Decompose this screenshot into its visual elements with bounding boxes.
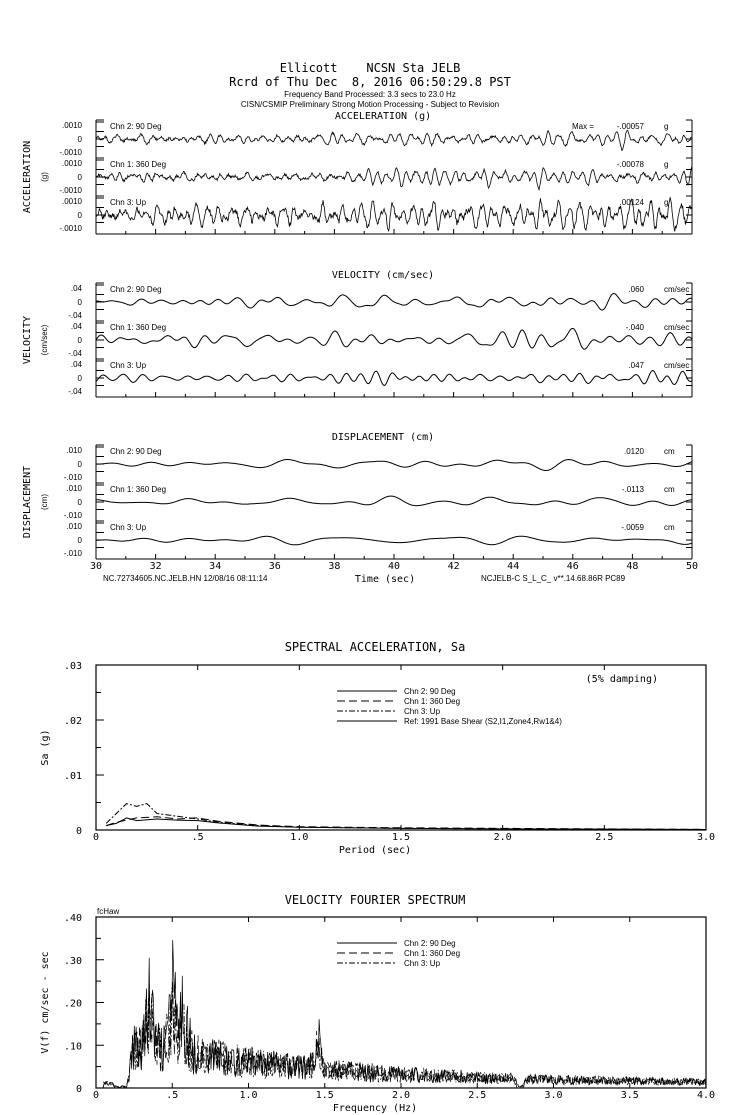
y-tick-label: 0 [77, 211, 82, 220]
x-tick-label: 46 [566, 561, 579, 572]
y-tick-label: .010 [66, 522, 82, 531]
header-line3: Frequency Band Processed: 3.3 secs to 23.0 Hz [284, 90, 456, 99]
header-line2: Rcrd of Thu Dec 8, 2016 06:50:29.8 PST [229, 75, 511, 89]
x-tick-label: 4.0 [696, 1090, 716, 1101]
x-tick-label: 50 [685, 561, 699, 572]
x-tick-label: 3.5 [620, 1090, 639, 1101]
unit-label: cm [664, 447, 675, 456]
legend-entry: Chn 2: 90 Deg [404, 687, 456, 696]
section-title: ACCELERATION (g) [334, 111, 432, 122]
x-tick-label: 40 [387, 561, 401, 572]
legend-entry: Chn 1: 360 Deg [404, 697, 461, 706]
y-tick-label: .0010 [61, 159, 82, 168]
y-tick-label: -.010 [63, 473, 82, 482]
y-tick-label: 0 [77, 173, 82, 182]
channel-label: Chn 2: 90 Deg [110, 122, 162, 131]
channel-label: Chn 2: 90 Deg [110, 447, 162, 456]
y-tick-label: .010 [66, 484, 82, 493]
legend-entry: Chn 1: 360 Deg [404, 949, 461, 958]
y-axis-unit: (g) [40, 172, 49, 182]
x-tick-label: 34 [209, 561, 222, 572]
x-tick-label: 44 [507, 561, 520, 572]
spectrum-title: VELOCITY FOURIER SPECTRUM [284, 893, 466, 907]
y-tick-label: .20 [63, 998, 82, 1010]
x-tick-label: .5 [166, 1090, 179, 1101]
y-tick-label: -.010 [63, 511, 82, 520]
x-tick-label: .5 [191, 832, 204, 843]
unit-label: cm/sec [664, 285, 690, 294]
y-tick-label: 0 [77, 135, 82, 144]
waveform-trace [96, 536, 692, 545]
legend-entry: Chn 3: Up [404, 707, 441, 716]
y-tick-label: 0 [77, 336, 82, 345]
peak-value: .00124 [619, 198, 644, 207]
y-axis-unit: (cm/sec) [40, 324, 49, 356]
y-tick-label: .02 [63, 716, 82, 727]
x-tick-label: 48 [626, 561, 639, 572]
waveform-trace [96, 496, 692, 506]
y-tick-label: .30 [63, 955, 82, 967]
x-tick-label: 38 [328, 561, 341, 572]
unit-label: g [664, 160, 669, 169]
x-tick-label: 2.5 [595, 832, 614, 843]
y-axis-label: VELOCITY [22, 315, 33, 365]
y-tick-label: 0 [75, 826, 82, 837]
channel-label: Chn 3: Up [110, 198, 147, 207]
peak-value: -.040 [625, 323, 644, 332]
header-line4: CISN/CSMIP Preliminary Strong Motion Processing - Subject to Revision [240, 100, 500, 109]
y-tick-label: 0 [75, 1084, 82, 1095]
sa-curve [106, 817, 706, 830]
x-tick-label: 1.5 [391, 832, 411, 843]
peak-value: .060 [628, 285, 644, 294]
x-tick-label: 32 [149, 561, 162, 572]
y-axis-label: DISPLACEMENT [22, 465, 33, 539]
y-tick-label: .04 [70, 322, 82, 331]
y-axis-unit: (cm) [40, 494, 49, 510]
damping-note: (5% damping) [585, 674, 658, 685]
y-tick-label: -.04 [68, 349, 82, 358]
x-tick-label: 3.0 [696, 832, 716, 843]
x-tick-label: 2.0 [391, 1090, 411, 1101]
unit-label: cm [664, 523, 675, 532]
channel-label: Chn 1: 360 Deg [110, 323, 167, 332]
peak-value: -.0113 [621, 485, 644, 494]
waveform-trace [96, 294, 692, 311]
y-tick-label: 0 [77, 536, 82, 545]
section-title: DISPLACEMENT (cm) [331, 432, 435, 443]
waveform-trace [96, 460, 692, 471]
max-label: Max = [572, 122, 595, 131]
legend-entry: Chn 2: 90 Deg [404, 939, 456, 948]
channel-label: Chn 1: 360 Deg [110, 160, 167, 169]
y-axis-label: V(f) cm/sec - sec [40, 951, 51, 1054]
spectrum-title: SPECTRAL ACCELERATION, Sa [284, 640, 466, 654]
y-tick-label: .10 [63, 1041, 82, 1053]
channel-label: Chn 1: 360 Deg [110, 485, 167, 494]
y-axis-label: ACCELERATION [22, 140, 33, 214]
y-tick-label: -.04 [68, 387, 82, 396]
unit-label: cm/sec [664, 323, 690, 332]
x-tick-label: 0 [92, 1090, 100, 1101]
plot-layer [22, 111, 715, 1114]
plot-frame [96, 917, 706, 1088]
legend-entry: Chn 3: Up [404, 959, 441, 968]
waveform-trace [96, 371, 692, 386]
y-tick-label: -.010 [63, 549, 82, 558]
x-tick-label: 2.0 [493, 832, 512, 843]
peak-value: -.0059 [621, 523, 644, 532]
y-tick-label: .0010 [61, 121, 82, 130]
footer-left: NC.72734605.NC.JELB.HN 12/08/16 08:11:14 [103, 574, 268, 583]
fourier-curve [96, 986, 706, 1088]
x-tick-label: 1.0 [290, 832, 309, 843]
sa-curve [106, 804, 706, 830]
plot-frame [96, 665, 706, 830]
x-tick-label: 36 [268, 561, 281, 572]
unit-label: g [664, 198, 669, 207]
channel-label: Chn 2: 90 Deg [110, 285, 162, 294]
y-tick-label: .03 [63, 661, 82, 672]
y-tick-label: .04 [70, 360, 82, 369]
peak-value: .0120 [623, 447, 644, 456]
x-tick-label: 2.5 [468, 1090, 487, 1101]
y-tick-label: 0 [77, 498, 82, 507]
x-tick-label: 1.5 [315, 1090, 334, 1101]
x-tick-label: 0 [92, 832, 100, 843]
y-tick-label: .010 [66, 446, 82, 455]
x-axis-label: Frequency (Hz) [332, 1103, 418, 1114]
unit-label: cm/sec [664, 361, 690, 370]
y-tick-label: 0 [77, 374, 82, 383]
unit-label: g [664, 122, 669, 131]
x-tick-label: 3.0 [544, 1090, 563, 1101]
y-tick-label: .04 [70, 284, 82, 293]
footer-right: NCJELB-C S_L_C_ v**.14.68.86R PC89 [481, 574, 626, 583]
section-title: VELOCITY (cm/sec) [331, 270, 435, 281]
waveform-trace [96, 130, 692, 150]
x-axis-label: Period (sec) [338, 845, 412, 856]
x-axis-label: Time (sec) [354, 574, 416, 585]
y-tick-label: -.0010 [59, 186, 82, 195]
fourier-curve [96, 940, 706, 1088]
y-tick-label: .01 [63, 771, 82, 782]
x-tick-label: 30 [89, 561, 103, 572]
corner-label: fcHaw [97, 907, 120, 916]
y-tick-label: .40 [63, 913, 82, 924]
header-line1: Ellicott NCSN Sta JELB [279, 61, 461, 75]
x-tick-label: 42 [447, 561, 460, 572]
y-tick-label: -.0010 [59, 224, 82, 233]
channel-label: Chn 3: Up [110, 523, 147, 532]
peak-value: -.00078 [616, 160, 644, 169]
y-tick-label: -.0010 [59, 148, 82, 157]
unit-label: cm [664, 485, 675, 494]
waveform-trace [96, 166, 692, 190]
legend-entry: Ref: 1991 Base Shear (S2,I1,Zone4,Rw1&4) [404, 717, 562, 726]
y-tick-label: 0 [77, 460, 82, 469]
waveform-trace [96, 197, 692, 231]
x-tick-label: 1.0 [239, 1090, 258, 1101]
y-tick-label: 0 [77, 298, 82, 307]
channel-label: Chn 3: Up [110, 361, 147, 370]
peak-value: -.00057 [616, 122, 644, 131]
y-axis-label: Sa (g) [40, 729, 51, 766]
y-tick-label: -.04 [68, 311, 82, 320]
waveform-trace [96, 328, 692, 349]
y-tick-label: .0010 [61, 197, 82, 206]
peak-value: .047 [628, 361, 644, 370]
